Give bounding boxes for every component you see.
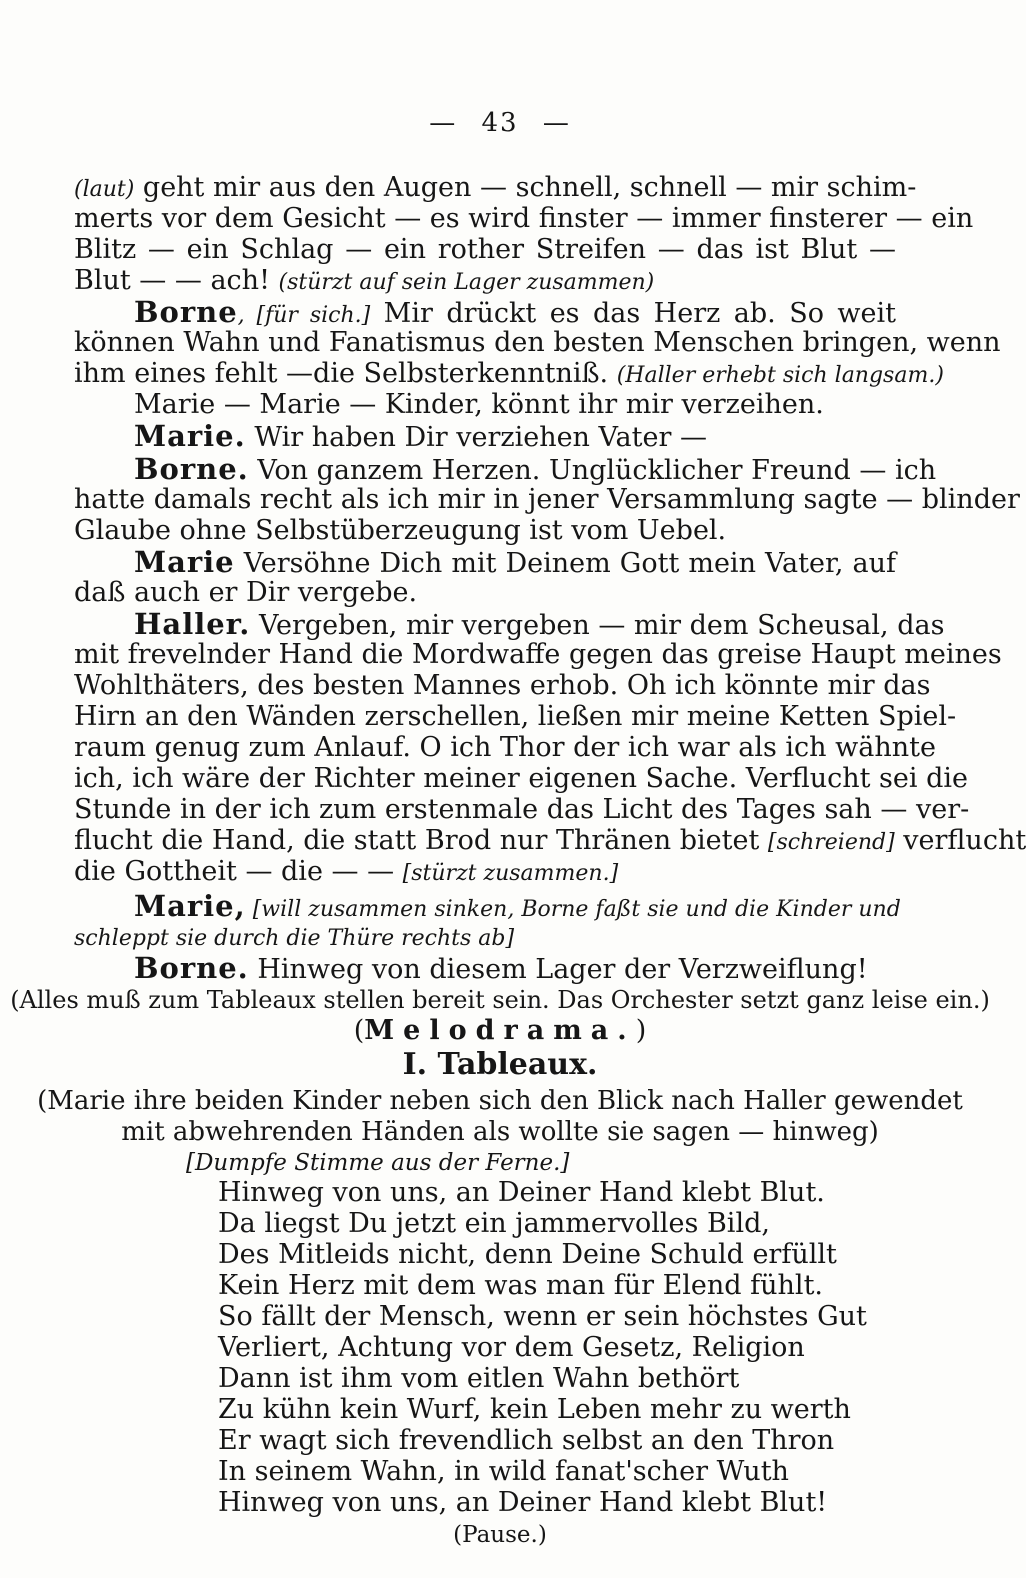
verse-line: So fällt der Mensch, wenn er sein höchstes Gut (218, 1301, 867, 1332)
stage-direction: [schreiend] (767, 830, 895, 855)
text-line-3: Blitz — ein Schlag — ein rother Streifen — das ist Blut — (74, 234, 896, 265)
stage-direction: [will zusammen sinken, Borne faßt sie und die Kinder und (245, 897, 901, 922)
verse-line: Hinweg von uns, an Deiner Hand klebt Blut. (218, 1177, 825, 1208)
text-line-11: hatte damals recht als ich mir in jener Versammlung sagte — blinder (74, 484, 1020, 515)
page-number-dash-right: — (542, 108, 571, 138)
text-line-6: können Wahn und Fanatismus den besten Menschen bringen, wenn (74, 327, 1001, 358)
text-line-20: ich, ich wäre der Richter meiner eigenen Sache. Verflucht sei die (74, 763, 968, 794)
text-line-21: Stunde in der ich zum erstenmale das Licht des Tages sah — ver- (74, 794, 970, 825)
verse-line: Hinweg von uns, an Deiner Hand klebt Blut! (218, 1487, 828, 1518)
text-line-14: daß auch er Dir vergebe. (74, 577, 418, 608)
text-line-7 (74, 359, 944, 391)
text-line-5 (134, 297, 896, 331)
dialogue-text: Blut — — ach! (74, 265, 279, 296)
paren-open: ( (353, 1015, 365, 1046)
text-line-9 (134, 421, 707, 453)
melodrama-label: Melodrama. (364, 1015, 636, 1046)
dialogue-text: verflucht (894, 825, 1026, 856)
stage-direction: (laut) (74, 177, 135, 202)
text-line-19: raum genug zum Anlauf. O ich Thor der ich war als ich wähnte (74, 732, 936, 763)
verse-line: Kein Herz mit dem was man für Elend fühlt. (218, 1270, 823, 1301)
dialogue-text: Von ganzem Herzen. Unglücklicher Freund — ich (248, 455, 937, 486)
text-line-26 (134, 953, 868, 985)
text-line-18: Hirn an den Wänden zerschellen, ließen mir meine Ketten Spiel- (74, 701, 957, 732)
text-line-8: Marie — Marie — Kinder, könnt ihr mir verzeihen. (134, 389, 824, 420)
stage-direction: (stürzt auf sein Lager zusammen) (278, 270, 655, 295)
text-line-23 (74, 857, 618, 889)
melodrama-heading (0, 1016, 1000, 1046)
dialogue-text: Hinweg von diesem Lager der Verzweiflung! (248, 954, 868, 985)
tableaux-title: I. Tableaux. (402, 1047, 598, 1082)
verse-line: Er wagt sich frevendlich selbst an den Thron (218, 1425, 835, 1456)
stage-direction: [stürzt zusammen.] (402, 861, 619, 886)
stage-direction: , [für sich.] (237, 303, 371, 328)
text-line-12: Glaube ohne Selbstüberzeugung ist vom Uebel. (74, 515, 727, 546)
dialogue-text: Versöhne Dich mit Deinem Gott mein Vater, auf (234, 548, 896, 579)
dialogue-text: die Gottheit — die — — (74, 856, 403, 887)
page-number-line (0, 108, 1000, 138)
speaker-name: Marie, (134, 889, 246, 923)
stage-direction-orchestra: (Alles muß zum Tableaux stellen bereit sein. Das Orchester setzt ganz leise ein.) (10, 986, 990, 1014)
dialogue-text: Vergeben, mir vergeben — mir dem Scheusal, das (250, 610, 945, 641)
dialogue-text: geht mir aus den Augen — schnell, schnell — mir schim- (134, 172, 917, 203)
text-line-25 (74, 922, 514, 954)
speaker-name: Marie (134, 545, 235, 579)
verse-line: Zu kühn kein Wurf, kein Leben mehr zu werth (218, 1394, 851, 1425)
verse-line: In seinem Wahn, in wild fanat'scher Wuth (218, 1456, 789, 1487)
verse-line: Verliert, Achtung vor dem Gesetz, Religion (218, 1332, 805, 1363)
pause-direction: (Pause.) (453, 1522, 547, 1548)
dialogue-text: ihm eines fehlt —die Selbsterkenntniß. (74, 358, 617, 389)
dialogue-text: Wir haben Dir verziehen Vater — (245, 422, 707, 453)
dialogue-text: Mir drückt es das Herz ab. So weit (370, 298, 896, 329)
text-line-4 (74, 266, 654, 298)
dialogue-text: flucht die Hand, die statt Brod nur Thränen bietet (74, 825, 768, 856)
verse-line: Dann ist ihm vom eitlen Wahn bethört (218, 1363, 740, 1394)
paren-close: ) (635, 1015, 647, 1046)
speaker-name: Borne. (134, 452, 249, 486)
text-line-16: mit frevelnder Hand die Mordwaffe gegen das greise Haupt meines (74, 639, 1002, 670)
text-line-2: merts vor dem Gesicht — es wird finster — immer finsterer — ein (74, 203, 974, 234)
verse-line: Des Mitleids nicht, denn Deine Schuld erfüllt (218, 1239, 837, 1270)
speaker-name: Borne. (134, 951, 249, 985)
page-number-dash-left: — (429, 108, 458, 138)
stage-direction: schleppt sie durch die Thüre rechts ab] (74, 926, 515, 951)
stage-direction-tableaux-1: (Marie ihre beiden Kinder neben sich den Blick nach Haller gewendet (37, 1086, 963, 1116)
speaker-name: Marie. (134, 419, 246, 453)
page-number: 43 (481, 108, 519, 138)
text-line-10 (134, 452, 937, 486)
text-line-22 (74, 825, 1026, 858)
text-line-13 (134, 547, 896, 579)
text-line-1 (74, 172, 917, 205)
text-line-17: Wohlthäters, des besten Mannes erhob. Oh ich könnte mir das (74, 670, 931, 701)
stage-direction-voice: [Dumpfe Stimme aus der Ferne.] (186, 1150, 570, 1176)
stage-direction: (Haller erhebt sich langsam.) (616, 363, 944, 388)
stage-direction-tableaux-2: mit abwehrenden Händen als wollte sie sagen — hinweg) (121, 1117, 879, 1147)
text-line-15 (134, 607, 945, 641)
text-line-24 (134, 889, 901, 925)
speaker-name: Haller. (134, 607, 251, 641)
verse-line: Da liegst Du jetzt ein jammervolles Bild, (218, 1208, 770, 1239)
speaker-name: Borne (134, 295, 238, 329)
